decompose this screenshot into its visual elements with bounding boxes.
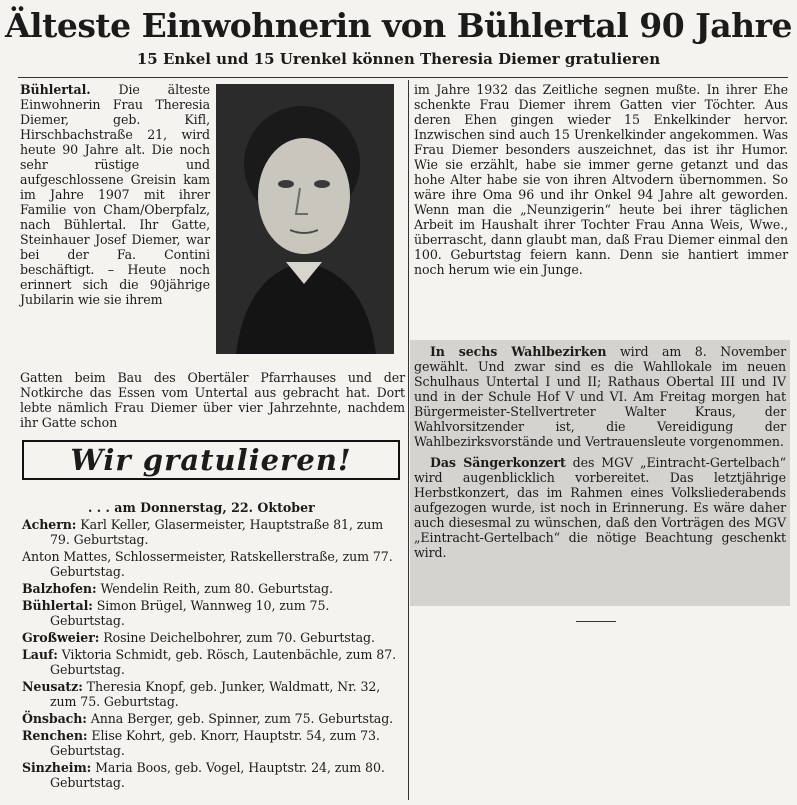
column-divider xyxy=(408,80,409,800)
birthday-text: Wendelin Reith, zum 80. Geburtstag. xyxy=(100,581,333,596)
birthday-text: Viktoria Schmidt, geb. Rösch, Lautenbächle, zum 87. Geburtstag. xyxy=(50,647,397,677)
notice-election xyxy=(414,344,786,449)
birthday-place: Renchen: xyxy=(22,728,88,743)
birthday-text: Anton Mattes, Schlossermeister, Ratskellerstraße, zum 77. Geburtstag. xyxy=(22,549,393,579)
birthday-place: Achern: xyxy=(22,517,77,532)
notice-election-lead: In sechs Wahlbezirken xyxy=(430,344,607,359)
birthday-text: Anna Berger, geb. Spinner, zum 75. Geburtstag. xyxy=(90,711,394,726)
list-item xyxy=(22,598,402,628)
birthday-place: Neusatz: xyxy=(22,679,83,694)
list-item xyxy=(22,711,402,726)
notice-concert xyxy=(414,455,786,560)
list-item xyxy=(22,760,402,790)
birthday-heading: . . . am Donnerstag, 22. Oktober xyxy=(88,500,315,515)
article-lead xyxy=(20,82,210,307)
list-item xyxy=(22,728,402,758)
notice-concert-text: des MGV „Eintracht-Gertelbach“ wird augenblicklich vorbereitet. Das letztjährige Herbstkonzert, das im Rahmen eines Volksliederabends aufgezogen wurde, ist noch in Erinnerung. Es wäre daher auch diesesmal zu wünschen, daß den Vorträgen des MGV „Eintracht-Gertelbach“ die nötige Beachtung geschenkt wird. xyxy=(414,455,786,560)
list-item xyxy=(22,647,402,677)
birthday-place: Großweier: xyxy=(22,630,100,645)
banner-text: Wir gratulieren! xyxy=(70,443,352,477)
birthday-place: Bühlertal: xyxy=(22,598,93,613)
birthday-place: Balzhofen: xyxy=(22,581,97,596)
birthday-banner xyxy=(22,440,400,480)
lead-wide-text: Gatten beim Bau des Obertäler Pfarrhauses und der Notkirche das Essen vom Untertal aus gebracht hat. Dort lebte nämlich Frau Diemer über vier Jahrzehnte, nachdem ihr Gatte schon xyxy=(20,370,405,430)
local-notices xyxy=(410,340,790,606)
lead-narrow-text: Die älteste Einwohnerin Frau Theresia Diemer, geb. Kifl, Hirschbachstraße 21, wird heute 90 Jahre alt. Die noch sehr rüstige und aufgeschlossene Greisin kam im Jahre 1907 mit ihrer Familie von Cham/Oberpfalz, nach Bühlertal. Ihr Gatte, Steinhauer Josef Diemer, war bei der Fa. Contini beschäftigt. – Heute noch erinnert sich die 90jährige Jubilarin wie sie ihrem xyxy=(20,82,210,307)
birthday-place: Önsbach: xyxy=(22,711,87,726)
birthday-text: Elise Kohrt, geb. Knorr, Hauptstr. 54, zum 73. Geburtstag. xyxy=(50,728,380,758)
birthday-text: Simon Brügel, Wannweg 10, zum 75. Geburtstag. xyxy=(50,598,330,628)
list-item xyxy=(22,517,402,547)
subheadline: 15 Enkel und 15 Urenkel können Theresia Diemer gratulieren xyxy=(136,50,661,68)
dateline: Bühlertal. xyxy=(20,82,91,97)
article-continuation: im Jahre 1932 das Zeitliche segnen mußte. In ihrer Ehe schenkte Frau Diemer ihrem Gatten vier Töchter. Aus deren Ehen gingen wieder 15 Enkelkinder hervor. Inzwischen sind auch 15 Urenkelkinder angekommen. Was Frau Diemer besonders auszeichnet, das ist ihr Humor. Wie sie erzählt, habe sie immer gerne getanzt und das hohe Alter habe sie von ihren Altvodern übernommen. So wäre ihre Oma 96 und ihr Onkel 94 Jahre alt geworden. Wenn man die „Neunzigerin“ heute bei ihrer täglichen Arbeit im Haushalt ihrer Tochter Frau Anna Weis, Wwe., überrascht, dann glaubt man, daß Frau Diemer einmal den 100. Geburtstag feiern kann. Denn sie hantiert immer noch herum wie ein Junge. xyxy=(414,82,788,277)
birthday-text: Rosine Deichelbohrer, zum 70. Geburtstag. xyxy=(103,630,375,645)
birthday-text: Maria Boos, geb. Vogel, Hauptstr. 24, zum 80. Geburtstag. xyxy=(50,760,385,790)
notice-concert-lead: Das Sängerkonzert xyxy=(430,455,566,470)
birthday-list xyxy=(22,517,402,792)
notice-election-text: wird am 8. November gewählt. Und zwar sind es die Wahllokale im neuen Schulhaus Untertal I und II; Rathaus Obertal III und IV und in der Schule Hof V und VI. Am Freitag morgen hat Bürgermeister-Stellvertreter Walter Kraus, der Wahlvorsitzender ist, die Vereidigung der Wahlbezirksvorstände und Vertrauensleute vorgenommen. xyxy=(414,344,786,449)
birthday-text: Karl Keller, Glasermeister, Hauptstraße 81, zum 79. Geburtstag. xyxy=(50,517,384,547)
header-rule xyxy=(18,77,788,78)
list-item xyxy=(22,630,402,645)
list-item xyxy=(22,679,402,709)
portrait-photo xyxy=(216,84,394,354)
list-item xyxy=(22,549,402,579)
end-rule xyxy=(576,621,616,622)
birthday-place: Sinzheim: xyxy=(22,760,92,775)
birthday-text: Theresia Knopf, geb. Junker, Waldmatt, Nr. 32, zum 75. Geburtstag. xyxy=(50,679,381,709)
list-item xyxy=(22,581,402,596)
headline: Älteste Einwohnerin von Bühlertal 90 Jahre xyxy=(4,6,793,45)
birthday-place: Lauf: xyxy=(22,647,58,662)
